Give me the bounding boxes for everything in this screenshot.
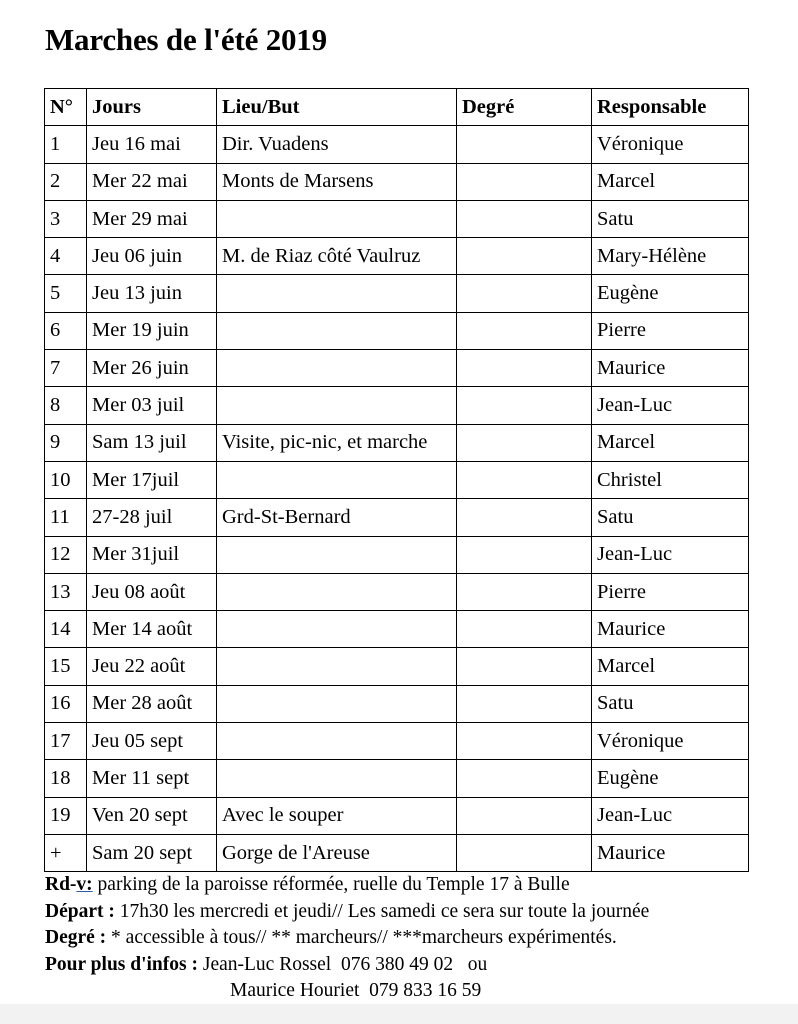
depart-line (45, 899, 649, 926)
cell-jours: Jeu 13 juin (87, 275, 217, 312)
cell-num: 2 (45, 163, 87, 200)
infos-text: Jean-Luc Rossel 076 380 49 02 ou (197, 953, 488, 975)
cell-jours: Mer 26 juin (87, 350, 217, 387)
cell-lieu (217, 387, 457, 424)
table-row (45, 723, 749, 760)
table-row (45, 648, 749, 685)
cell-jours: Mer 19 juin (87, 312, 217, 349)
cell-jours: Mer 28 août (87, 685, 217, 722)
cell-jours: Mer 29 mai (87, 200, 217, 237)
cell-jours: Sam 20 sept (87, 834, 217, 871)
cell-jours: Mer 03 juil (87, 387, 217, 424)
table-row (45, 126, 749, 163)
infos-line-2 (45, 978, 649, 1005)
cell-jours: Mer 31juil (87, 536, 217, 573)
table-row (45, 760, 749, 797)
cell-jours: Mer 14 août (87, 611, 217, 648)
infos-text-2: Maurice Houriet 079 833 16 59 (230, 980, 482, 1001)
cell-num: + (45, 834, 87, 871)
cell-jours: Sam 13 juil (87, 424, 217, 461)
cell-num: 5 (45, 275, 87, 312)
cell-degre (457, 834, 592, 871)
rdv-line (45, 872, 649, 899)
cell-jours: Jeu 08 août (87, 573, 217, 610)
cell-responsable: Satu (592, 200, 749, 237)
cell-responsable: Mary-Hélène (592, 238, 749, 275)
notes-block (45, 872, 649, 1005)
cell-lieu (217, 200, 457, 237)
cell-responsable: Pierre (592, 312, 749, 349)
cell-lieu (217, 312, 457, 349)
table-header-row (45, 89, 749, 126)
cell-degre (457, 499, 592, 536)
table-row (45, 350, 749, 387)
table-row (45, 163, 749, 200)
cell-jours: Mer 22 mai (87, 163, 217, 200)
table-row (45, 499, 749, 536)
cell-degre (457, 238, 592, 275)
cell-responsable: Pierre (592, 573, 749, 610)
cell-degre (457, 275, 592, 312)
cell-num: 18 (45, 760, 87, 797)
cell-degre (457, 387, 592, 424)
cell-degre (457, 611, 592, 648)
cell-lieu: Visite, pic-nic, et marche (217, 424, 457, 461)
cell-jours: Mer 11 sept (87, 760, 217, 797)
cell-responsable: Maurice (592, 834, 749, 871)
table-row (45, 797, 749, 834)
cell-lieu: Gorge de l'Areuse (217, 834, 457, 871)
cell-degre (457, 573, 592, 610)
table-row (45, 573, 749, 610)
cell-degre (457, 312, 592, 349)
page-title: Marches de l'été 2019 (45, 22, 327, 57)
cell-num: 17 (45, 723, 87, 760)
degre-line (45, 925, 649, 952)
cell-degre (457, 424, 592, 461)
cell-num: 11 (45, 499, 87, 536)
cell-lieu: Monts de Marsens (217, 163, 457, 200)
table-row (45, 200, 749, 237)
degre-label: Degré : (45, 927, 107, 948)
cell-num: 12 (45, 536, 87, 573)
table-row (45, 834, 749, 871)
cell-lieu (217, 723, 457, 760)
cell-num: 14 (45, 611, 87, 648)
degre-text: * accessible à tous// ** marcheurs// ***marcheurs expérimentés. (106, 927, 617, 948)
table-row (45, 611, 749, 648)
cell-lieu (217, 648, 457, 685)
cell-jours: Mer 17juil (87, 461, 217, 498)
depart-text: 17h30 les mercredi et jeudi// Les samedi ce sera sur toute la journée (114, 900, 650, 922)
cell-degre (457, 126, 592, 163)
schedule-table (44, 88, 749, 872)
cell-num: 7 (45, 350, 87, 387)
table-row (45, 424, 749, 461)
cell-jours: Jeu 22 août (87, 648, 217, 685)
page-bottom-band (0, 1004, 798, 1024)
cell-degre (457, 350, 592, 387)
cell-responsable: Satu (592, 685, 749, 722)
cell-num: 6 (45, 312, 87, 349)
table-row (45, 685, 749, 722)
rdv-label (45, 874, 93, 895)
rdv-label-prefix: Rd- (45, 874, 77, 895)
cell-jours: Jeu 06 juin (87, 238, 217, 275)
cell-lieu (217, 611, 457, 648)
table-row (45, 238, 749, 275)
cell-num: 3 (45, 200, 87, 237)
cell-responsable: Jean-Luc (592, 387, 749, 424)
cell-responsable: Jean-Luc (592, 536, 749, 573)
cell-num: 15 (45, 648, 87, 685)
cell-responsable: Christel (592, 461, 749, 498)
cell-lieu (217, 760, 457, 797)
cell-num: 9 (45, 424, 87, 461)
infos-line (45, 952, 649, 979)
cell-lieu (217, 685, 457, 722)
table-row (45, 461, 749, 498)
cell-responsable: Marcel (592, 648, 749, 685)
table-row (45, 536, 749, 573)
cell-responsable: Eugène (592, 275, 749, 312)
cell-num: 10 (45, 461, 87, 498)
cell-lieu: Avec le souper (217, 797, 457, 834)
cell-lieu: M. de Riaz côté Vaulruz (217, 238, 457, 275)
cell-responsable: Maurice (592, 611, 749, 648)
header-jours: Jours (87, 89, 217, 126)
cell-num: 4 (45, 238, 87, 275)
cell-lieu (217, 536, 457, 573)
header-num: N° (45, 89, 87, 126)
cell-lieu (217, 275, 457, 312)
cell-num: 16 (45, 685, 87, 722)
cell-responsable: Jean-Luc (592, 797, 749, 834)
cell-num: 8 (45, 387, 87, 424)
cell-responsable: Marcel (592, 424, 749, 461)
cell-degre (457, 797, 592, 834)
cell-lieu: Grd-St-Bernard (217, 499, 457, 536)
infos-label: Pour plus d'infos : (45, 953, 198, 975)
rdv-label-underlined: v: (76, 874, 93, 895)
rdv-text: parking de la paroisse réformée, ruelle du Temple 17 à Bulle (92, 874, 570, 895)
cell-num: 13 (45, 573, 87, 610)
cell-responsable: Véronique (592, 126, 749, 163)
cell-degre (457, 163, 592, 200)
cell-jours: 27-28 juil (87, 499, 217, 536)
cell-degre (457, 648, 592, 685)
cell-lieu (217, 573, 457, 610)
depart-label: Départ : (45, 900, 115, 922)
cell-jours: Ven 20 sept (87, 797, 217, 834)
cell-degre (457, 461, 592, 498)
header-lieu: Lieu/But (217, 89, 457, 126)
cell-lieu: Dir. Vuadens (217, 126, 457, 163)
cell-degre (457, 200, 592, 237)
header-degre: Degré (457, 89, 592, 126)
cell-num: 19 (45, 797, 87, 834)
cell-responsable: Marcel (592, 163, 749, 200)
table-row (45, 387, 749, 424)
cell-degre (457, 536, 592, 573)
cell-num: 1 (45, 126, 87, 163)
cell-lieu (217, 350, 457, 387)
cell-jours: Jeu 05 sept (87, 723, 217, 760)
cell-jours: Jeu 16 mai (87, 126, 217, 163)
cell-lieu (217, 461, 457, 498)
table-row (45, 312, 749, 349)
header-responsable: Responsable (592, 89, 749, 126)
cell-responsable: Véronique (592, 723, 749, 760)
cell-degre (457, 723, 592, 760)
cell-responsable: Eugène (592, 760, 749, 797)
cell-responsable: Satu (592, 499, 749, 536)
cell-responsable: Maurice (592, 350, 749, 387)
table-row (45, 275, 749, 312)
cell-degre (457, 760, 592, 797)
cell-degre (457, 685, 592, 722)
